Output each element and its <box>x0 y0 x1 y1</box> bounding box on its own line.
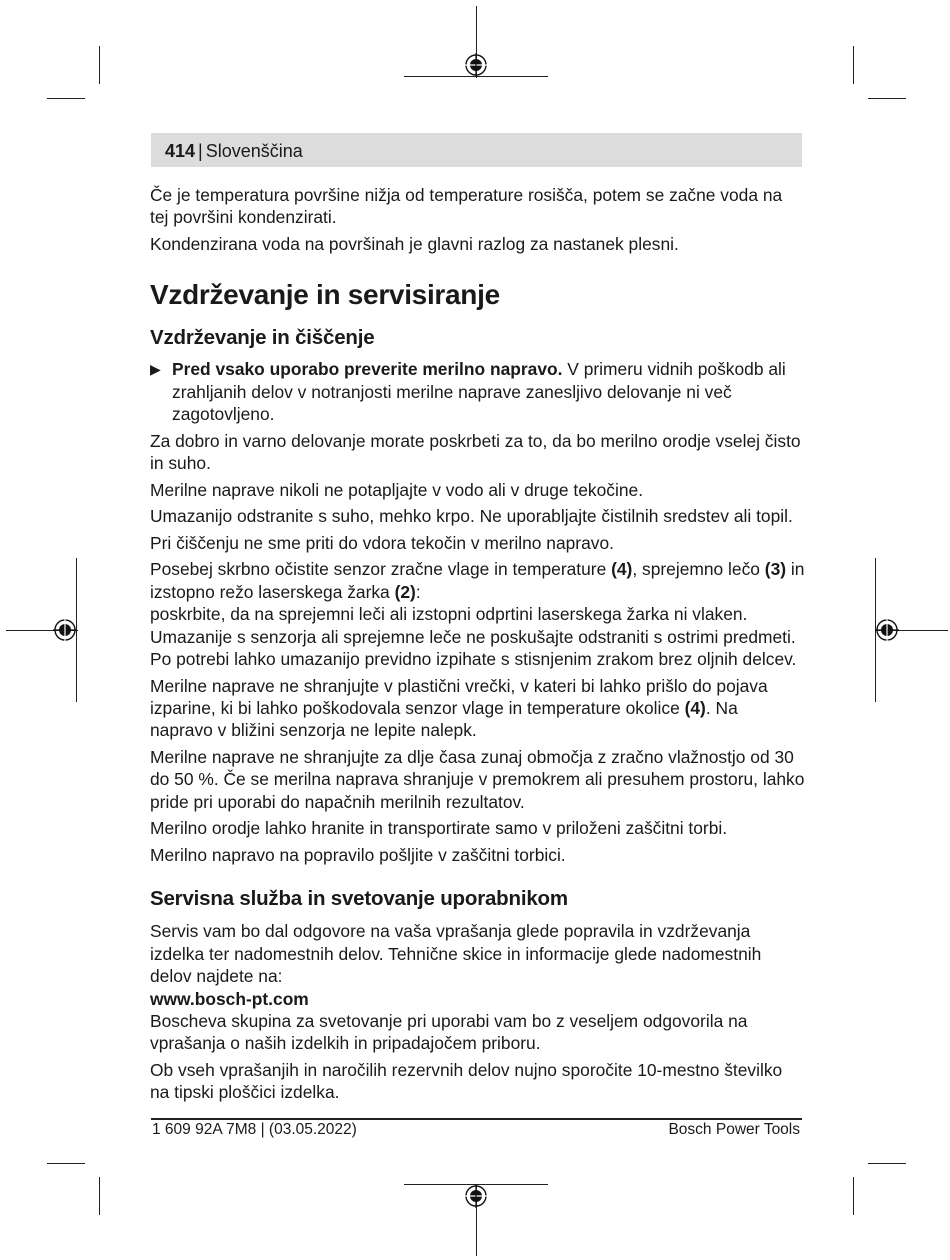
crop-mark <box>853 1177 854 1215</box>
subsection-heading: Vzdrževanje in čiščenje <box>150 326 375 350</box>
text-run: . Na napravo v bližini senzorja ne lepite nalepk. <box>150 698 738 741</box>
text-run: Posebej skrbno očistite senzor zračne vlage in temperature <box>150 559 612 580</box>
body-paragraph: Umazanijo odstranite s suho, mehko krpo. Ne uporabljajte čistilnih sredstev ali topil. <box>150 506 793 527</box>
registration-target-icon <box>53 618 77 642</box>
page-body <box>150 184 805 1108</box>
footer-brand: Bosch Power Tools <box>668 1121 800 1138</box>
body-paragraph: Merilne naprave ne shranjujte za dlje časa zunaj območja z zračno vlažnostjo od 30 do 50 %. Če se merilna naprava shranjuje v premokrem ali presuhem prostoru, lahko pride pri uporabi do napačnih merilnih rezultatov. <box>150 747 805 812</box>
body-paragraph: Merilno orodje lahko hranite in transportirate samo v priloženi zaščitni torbi. <box>150 818 728 839</box>
warning-bullet <box>150 358 805 425</box>
part-reference: (3) <box>764 559 787 580</box>
body-paragraph <box>150 920 805 1010</box>
registration-target-icon <box>875 618 899 642</box>
crop-mark <box>868 98 906 99</box>
crop-mark <box>868 1163 906 1164</box>
intro-paragraph: Če je temperatura površine nižja od temperature rosišča, potem se začne voda na tej površini kondenzirati. <box>150 185 783 228</box>
body-paragraph: Za dobro in varno delovanje morate poskrbeti za to, da bo merilno orodje vselej čisto in suho. <box>150 430 801 474</box>
part-reference: (4) <box>611 559 633 580</box>
page-header <box>165 140 303 162</box>
part-reference: (4) <box>684 698 706 719</box>
body-paragraph: Ob vseh vprašanjih in naročilih rezervnih delov nujno sporočite 10-mestno številko na tipski ploščici izdelka. <box>150 1060 783 1103</box>
text-run: : <box>415 581 421 602</box>
intro-paragraph: Kondenzirana voda na površinah je glavni razlog za nastanek plesni. <box>150 234 679 254</box>
bullet-rest-text: V primeru vidnih poškodb ali zrahljanih delov v notranjosti merilne naprave zanesljivo delovanje ni več zagotovljeno. <box>172 359 786 425</box>
website-link[interactable]: www.bosch-pt.com <box>150 988 309 1009</box>
body-paragraph: Boscheva skupina za svetovanje pri uporabi vam bo z veseljem odgovorila na vprašanja o naših izdelkih in pripadajočem priboru. <box>150 1011 748 1054</box>
page-number: 414 <box>165 141 196 161</box>
crop-mark <box>853 46 854 84</box>
header-language: Slovenščina <box>205 141 303 161</box>
crop-mark <box>99 46 100 84</box>
registration-target-icon <box>464 1184 488 1208</box>
section-heading: Vzdrževanje in servisiranje <box>150 279 500 311</box>
text-run: , sprejemno lečo <box>632 559 765 580</box>
crop-mark <box>99 1177 100 1215</box>
bullet-text <box>172 358 805 425</box>
text-run: Servis vam bo dal odgovore na vaša vprašanja glede popravila in vzdrževanja izdelka ter nadomestnih delov. Tehnične skice in informacije glede nadomestnih delov najdete na: <box>150 921 762 987</box>
header-separator: | <box>198 141 203 161</box>
bullet-bold-text: Pred vsako uporabo preverite merilno napravo. <box>172 359 563 380</box>
text-run: Merilne naprave ne shranjujte v plastični vrečki, v kateri bi lahko prišlo do pojava izparine, ki bi lahko poškodovala senzor vlage in temperature okolice <box>150 675 768 719</box>
triangle-bullet-icon: ▶ <box>150 361 161 378</box>
crop-mark <box>47 1163 85 1164</box>
body-paragraph: Merilne naprave nikoli ne potapljajte v vodo ali v druge tekočine. <box>150 479 644 500</box>
crop-mark <box>47 98 85 99</box>
body-paragraph <box>150 675 805 742</box>
footer-document-id: 1 609 92A 7M8 | (03.05.2022) <box>152 1121 357 1138</box>
registration-target-icon <box>464 53 488 77</box>
part-reference: (2) <box>394 581 416 602</box>
text-run: in izstopno režo laserskega žarka <box>150 559 805 602</box>
body-paragraph <box>150 558 805 603</box>
body-paragraph: poskrbite, da na sprejemni leči ali izstopni odprtini laserskega žarka ni vlaken. Umazanije s senzorja ali sprejemne leče ne poskušajte odstraniti s ostrimi predmeti. Po potrebi lahko umazanijo previdno izpihate s stisnjenim zrakom brez oljnih delcev. <box>150 604 797 670</box>
subsection-heading: Servisna služba in svetovanje uporabnikom <box>150 887 568 911</box>
body-paragraph: Merilno napravo na popravilo pošljite v zaščitni torbici. <box>150 845 566 866</box>
body-paragraph: Pri čiščenju ne sme priti do vdora tekočin v merilno napravo. <box>150 532 614 553</box>
